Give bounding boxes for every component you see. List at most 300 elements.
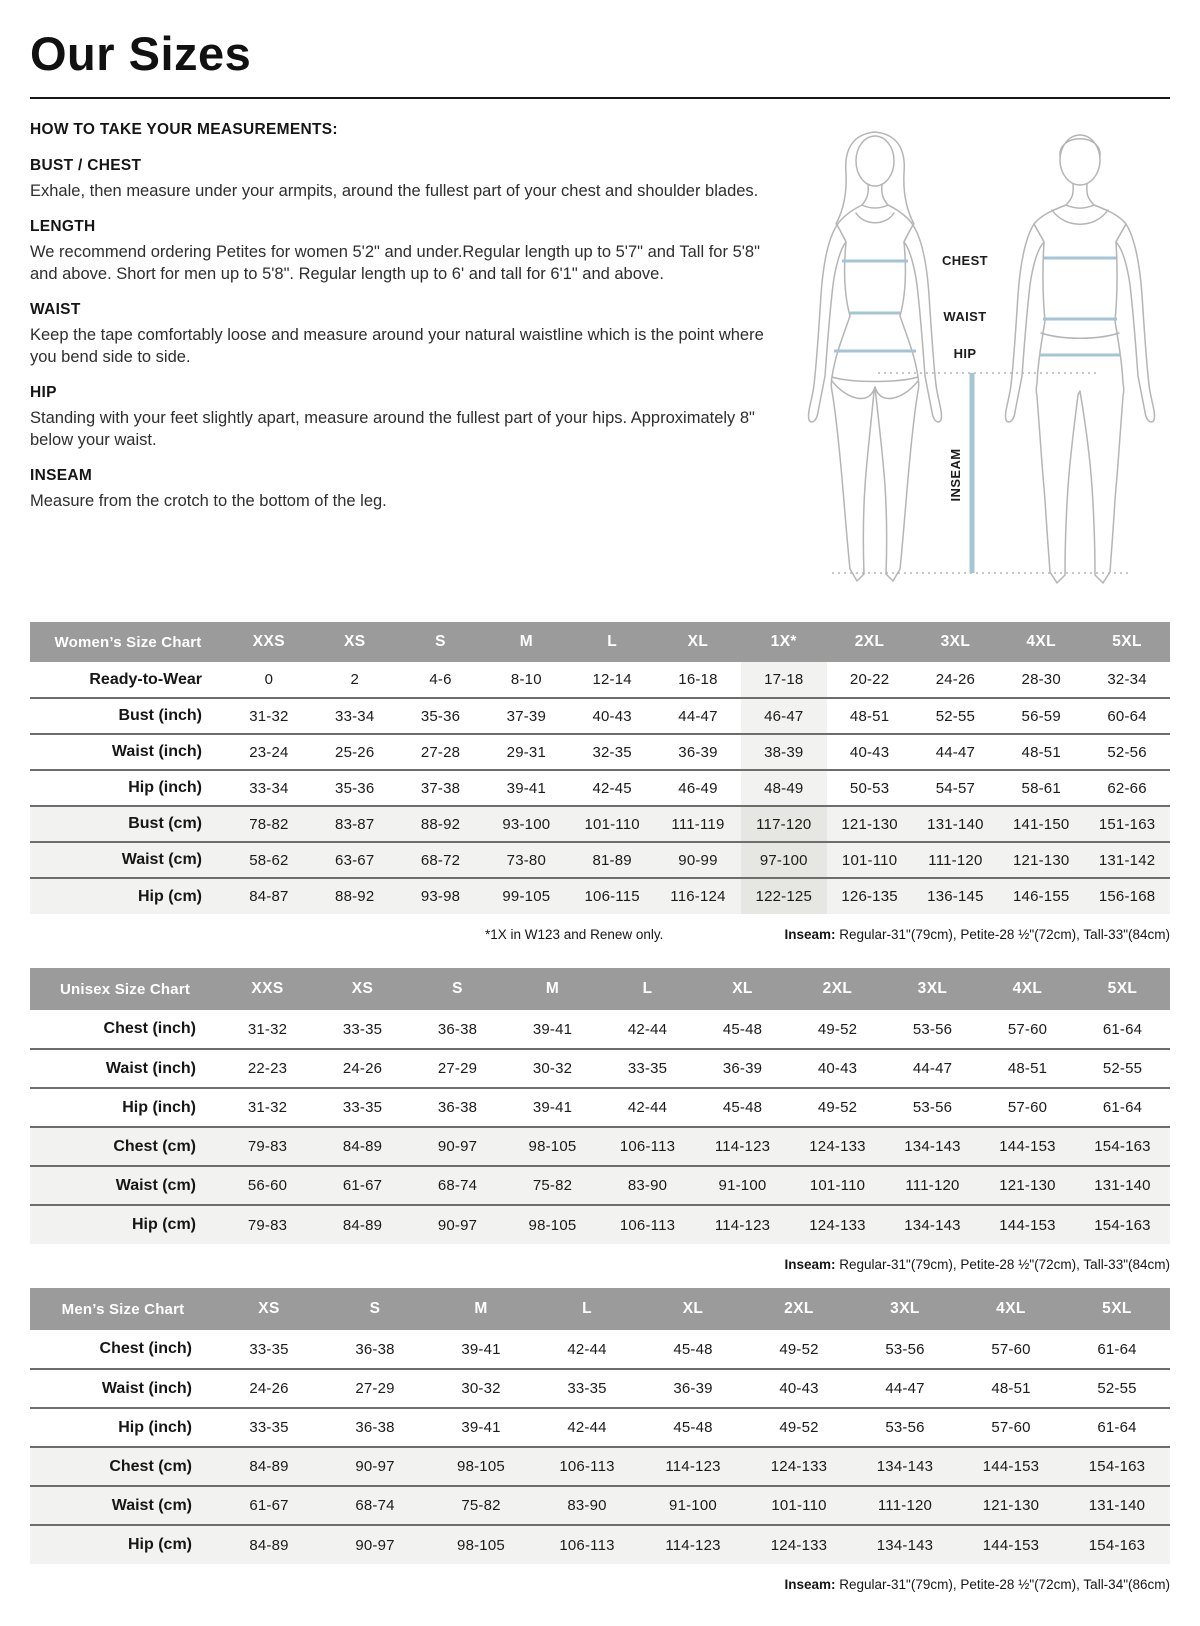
row-label: Waist (cm) [30,1486,216,1525]
column-header: 5XL [1075,968,1170,1010]
intro-section [30,119,1170,600]
size-cell: 84-89 [315,1127,410,1166]
size-cell: 30-32 [532,1060,573,1077]
size-cell: 32-34 [1107,671,1147,688]
size-cell: 61-64 [1102,1020,1143,1038]
column-header: 5XL [1064,1288,1170,1330]
row-label: Chest (inch) [103,1020,196,1037]
inseam-footnote-label: Inseam: [784,1257,836,1272]
hip-label: HIP [953,346,977,361]
size-cell: 40-43 [779,1380,819,1397]
size-cell: 60-64 [1107,707,1147,725]
size-cell: 79-83 [220,1205,315,1244]
size-cell: 88-92 [398,806,484,842]
size-cell: 101-110 [569,806,655,842]
size-cell: 57-60 [1007,1099,1048,1116]
row-label: Chest (inch) [99,1340,192,1357]
size-cell: 17-18 [741,662,827,698]
column-header: 3XL [852,1288,958,1330]
size-cell: 93-100 [483,806,569,842]
table-row [30,1408,1170,1447]
size-cell: 52-55 [1097,1380,1137,1397]
size-cell: 136-145 [913,878,999,914]
size-cell: 39-41 [532,1099,573,1116]
size-cell: 31-32 [247,1099,288,1116]
size-cell: 83-90 [600,1166,695,1205]
size-cell: 33-35 [342,1020,383,1038]
size-cell: 27-29 [355,1380,395,1397]
row-label: Hip (cm) [30,878,226,914]
size-cell: 39-41 [461,1419,501,1436]
size-cell: 75-82 [428,1486,534,1525]
size-cell: 22-23 [247,1060,288,1077]
size-cell: 114-123 [695,1127,790,1166]
size-cell: 32-35 [592,743,632,761]
size-cell: 61-64 [1097,1419,1137,1436]
size-cell: 111-120 [913,842,999,878]
womens-size-table [30,622,1170,914]
column-header: XS [216,1288,322,1330]
table-row [30,1447,1170,1486]
size-cell: 111-120 [885,1166,980,1205]
table-title: Women’s Size Chart [30,622,226,662]
size-cell: 37-38 [420,779,461,797]
size-cell: 58-62 [226,842,312,878]
size-cell: 48-51 [1007,1060,1048,1077]
section-body: We recommend ordering Petites for women 5'2" and under.Regular length up to 5'7" and Tall for 5'8" and above. Short for men up to 5'8". Regular length up to 6' and tall for 6'1" and above. [30,242,760,283]
size-cell: 45-48 [673,1340,713,1358]
size-cell: 25-26 [335,743,375,761]
size-cell: 144-153 [958,1525,1064,1564]
size-cell: 73-80 [483,842,569,878]
size-cell: 42-44 [627,1099,668,1116]
section-heading: INSEAM [30,466,93,484]
body-figures-illustration [790,125,1170,595]
row-label: Waist (cm) [30,1166,220,1205]
table-header-row [30,622,1170,662]
womens-table-footnotes [30,927,1170,942]
size-cell: 106-113 [534,1447,640,1486]
how-to-heading: HOW TO TAKE YOUR MEASUREMENTS: [30,121,338,138]
table-row [30,1369,1170,1408]
size-cell: 84-89 [216,1525,322,1564]
size-cell: 126-135 [827,878,913,914]
section-heading: BUST / CHEST [30,157,142,174]
size-cell: 44-47 [912,1060,953,1077]
column-header: XL [655,622,741,662]
section-hip [30,384,782,452]
section-inseam [30,467,782,513]
row-label: Waist (inch) [111,743,202,760]
section-body: Measure from the crotch to the bottom of the leg. [30,491,387,510]
section-waist [30,301,782,369]
inseam-footnote [784,1257,1170,1272]
size-cell: 31-32 [247,1020,288,1038]
column-header: M [483,622,569,662]
size-cell: 52-56 [1107,743,1147,761]
size-cell: 61-64 [1097,1340,1137,1358]
size-cell: 99-105 [483,878,569,914]
size-cell: 84-87 [226,878,312,914]
size-cell: 46-47 [741,698,827,734]
table-row [30,1205,1170,1244]
mens-size-chart-block [30,1288,1170,1592]
column-header: 4XL [980,968,1075,1010]
size-cell: 49-52 [817,1020,858,1038]
column-header: L [534,1288,640,1330]
size-cell: 144-153 [958,1447,1064,1486]
size-cell: 154-163 [1064,1447,1170,1486]
size-cell: 156-168 [1084,878,1170,914]
size-cell: 27-29 [437,1060,478,1077]
size-cell: 101-110 [746,1486,852,1525]
size-cell: 63-67 [312,842,398,878]
size-cell: 154-163 [1075,1205,1170,1244]
inseam-footnote-label: Inseam: [784,927,836,942]
size-cell: 98-105 [428,1447,534,1486]
unisex-size-chart-block [30,968,1170,1272]
table-row [30,1049,1170,1088]
size-cell: 117-120 [741,806,827,842]
column-header: S [398,622,484,662]
size-cell: 101-110 [827,842,913,878]
size-cell: 154-163 [1064,1525,1170,1564]
size-cell: 131-140 [1075,1166,1170,1205]
column-header: S [322,1288,428,1330]
size-cell: 36-38 [355,1340,395,1358]
row-label: Chest (cm) [30,1127,220,1166]
size-cell: 98-105 [505,1127,600,1166]
size-guide-page [0,26,1200,1592]
unisex-size-table [30,968,1170,1244]
size-cell: 36-39 [722,1060,763,1077]
size-cell: 57-60 [1007,1020,1048,1038]
section-body: Keep the tape comfortably loose and measure around your natural waistline which is the point where you bend side to side. [30,325,764,366]
size-cell: 84-89 [216,1447,322,1486]
row-label: Hip (cm) [30,1525,216,1564]
column-header: 4XL [998,622,1084,662]
size-cell: 33-35 [567,1380,607,1397]
man-neck [1066,184,1094,205]
mens-table-footnotes [30,1577,1170,1592]
size-cell: 33-34 [249,779,289,797]
size-cell: 42-44 [627,1020,668,1038]
size-cell: 33-35 [627,1060,668,1077]
size-cell: 121-130 [827,806,913,842]
column-header: 2XL [746,1288,852,1330]
page-title: Our Sizes [30,27,252,80]
column-header: 3XL [885,968,980,1010]
table-row [30,734,1170,770]
size-cell: 111-119 [655,806,741,842]
row-label: Waist (cm) [30,842,226,878]
section-heading: LENGTH [30,217,96,235]
size-cell: 121-130 [980,1166,1075,1205]
one-x-footnote: *1X in W123 and Renew only. [485,927,664,942]
size-cell: 131-140 [913,806,999,842]
size-cell: 91-100 [640,1486,746,1525]
size-cell: 48-49 [741,770,827,806]
column-header: XL [640,1288,746,1330]
inseam-footnote [784,1577,1170,1592]
inseam-footnote-text: Regular-31"(79cm), Petite-28 ½"(72cm), Tall-33"(84cm) [835,1257,1170,1272]
table-row [30,698,1170,734]
size-cell: 68-74 [410,1166,505,1205]
size-cell: 141-150 [998,806,1084,842]
size-cell: 12-14 [592,671,632,688]
size-cell: 68-74 [322,1486,428,1525]
size-cell: 61-67 [315,1166,410,1205]
size-cell: 83-90 [534,1486,640,1525]
column-header: L [569,622,655,662]
column-header: 3XL [913,622,999,662]
size-cell: 61-67 [216,1486,322,1525]
size-cell: 42-45 [592,779,632,797]
table-row [30,1166,1170,1205]
section-heading: WAIST [30,300,81,318]
chest-label: CHEST [941,253,989,268]
column-header: S [410,968,505,1010]
column-header: M [428,1288,534,1330]
column-header: 2XL [790,968,885,1010]
size-cell: 116-124 [655,878,741,914]
size-cell: 131-142 [1084,842,1170,878]
size-cell: 45-48 [673,1419,713,1436]
size-cell: 98-105 [428,1525,534,1564]
size-cell: 62-66 [1107,779,1147,797]
size-cell: 134-143 [885,1127,980,1166]
inseam-footnote-text: Regular-31"(79cm), Petite-28 ½"(72cm), Tall-33"(84cm) [835,927,1170,942]
size-cell: 40-43 [849,743,890,761]
column-header: 5XL [1084,622,1170,662]
row-label: Waist (inch) [101,1379,192,1397]
size-cell: 122-125 [741,878,827,914]
size-cell: 56-60 [220,1166,315,1205]
inseam-label: INSEAM [948,448,963,502]
size-cell: 124-133 [790,1205,885,1244]
inseam-footnote [784,927,1170,942]
size-cell: 98-105 [505,1205,600,1244]
section-body: Standing with your feet slightly apart, measure around the fullest part of your hips. Approximately 8" below your waist. [30,408,755,449]
size-cell: 31-32 [249,707,289,725]
size-cell: 124-133 [746,1447,852,1486]
row-label: Bust (cm) [30,806,226,842]
size-cell: 45-48 [722,1099,763,1116]
column-header: L [600,968,695,1010]
size-cell: 0 [264,671,274,688]
size-cell: 35-36 [420,707,461,725]
size-cell: 44-47 [885,1380,925,1397]
man-torso-legs [1034,205,1126,583]
size-cell: 24-26 [249,1380,289,1397]
size-cell: 106-115 [569,878,655,914]
size-cell: 88-92 [312,878,398,914]
table-row [30,806,1170,842]
row-label: Waist (inch) [105,1059,196,1077]
size-cell: 38-39 [741,734,827,770]
size-cell: 24-26 [935,671,976,688]
row-label: Hip (inch) [128,779,202,796]
size-cell: 36-39 [678,743,718,761]
column-header: M [505,968,600,1010]
table-row [30,1525,1170,1564]
size-cell: 56-59 [1021,707,1061,725]
woman-neck [862,184,888,205]
table-title: Men’s Size Chart [30,1288,216,1330]
size-cell: 146-155 [998,878,1084,914]
size-cell: 91-100 [695,1166,790,1205]
size-cell: 114-123 [640,1525,746,1564]
column-header: XXS [226,622,312,662]
column-header: 1X* [741,622,827,662]
size-cell: 90-97 [410,1127,505,1166]
table-header-row [30,1288,1170,1330]
row-label: Hip (inch) [122,1098,196,1116]
size-cell: 48-51 [1021,743,1061,761]
size-cell: 33-34 [335,707,375,725]
size-cell: 53-56 [912,1099,953,1116]
table-row [30,1486,1170,1525]
table-row [30,662,1170,698]
column-header: XL [695,968,790,1010]
size-cell: 83-87 [312,806,398,842]
size-cell: 40-43 [592,707,632,725]
section-heading: HIP [30,383,57,401]
size-cell: 42-44 [567,1419,607,1436]
row-label: Ready-to-Wear [89,670,202,688]
size-cell: 42-44 [567,1340,607,1358]
womens-size-chart-block [30,622,1170,942]
size-cell: 39-41 [506,779,547,797]
size-cell: 49-52 [779,1419,819,1436]
size-cell: 53-56 [912,1020,953,1038]
inseam-footnote-text: Regular-31"(79cm), Petite-28 ½"(72cm), Tall-34"(86cm) [835,1577,1170,1592]
size-cell: 16-18 [678,671,718,688]
size-cell: 33-35 [249,1340,289,1358]
table-row [30,1010,1170,1049]
row-label: Hip (cm) [30,1205,220,1244]
size-cell: 93-98 [398,878,484,914]
size-cell: 49-52 [817,1099,858,1116]
section-bust-chest [30,157,782,203]
size-cell: 46-49 [678,779,718,797]
size-cell: 81-89 [569,842,655,878]
measurement-diagram [790,125,1170,600]
size-cell: 75-82 [505,1166,600,1205]
size-cell: 36-38 [437,1020,478,1038]
size-cell: 144-153 [980,1205,1075,1244]
size-cell: 58-61 [1021,779,1061,797]
row-label: Bust (inch) [118,707,202,724]
woman-head [856,136,894,186]
table-row [30,1088,1170,1127]
size-cell: 44-47 [678,707,718,725]
size-cell: 45-48 [722,1020,763,1038]
size-cell: 37-39 [506,707,547,725]
size-cell: 90-99 [655,842,741,878]
size-cell: 36-39 [673,1380,713,1397]
title-divider [30,97,1170,99]
size-cell: 121-130 [998,842,1084,878]
row-label: Chest (cm) [30,1447,216,1486]
size-cell: 52-55 [935,707,976,725]
size-cell: 114-123 [695,1205,790,1244]
size-cell: 106-113 [534,1525,640,1564]
table-row [30,878,1170,914]
size-cell: 8-10 [510,671,542,688]
size-cell: 44-47 [935,743,976,761]
table-row [30,842,1170,878]
size-cell: 57-60 [991,1419,1031,1436]
size-cell: 68-72 [398,842,484,878]
size-cell: 36-38 [437,1099,478,1116]
size-cell: 151-163 [1084,806,1170,842]
table-row [30,770,1170,806]
size-cell: 24-26 [342,1060,383,1077]
size-cell: 54-57 [935,779,976,797]
inseam-footnote-label: Inseam: [784,1577,836,1592]
size-cell: 90-97 [410,1205,505,1244]
section-body: Exhale, then measure under your armpits, around the fullest part of your chest and shoulder blades. [30,182,759,200]
size-cell: 114-123 [640,1447,746,1486]
measurement-instructions [30,119,782,600]
column-header: XS [315,968,410,1010]
size-cell: 48-51 [991,1380,1031,1397]
size-cell: 29-31 [506,743,547,761]
size-cell: 144-153 [980,1127,1075,1166]
size-cell: 20-22 [849,671,890,688]
size-cell: 30-32 [461,1380,501,1397]
size-cell: 111-120 [852,1486,958,1525]
mens-size-table [30,1288,1170,1564]
size-cell: 90-97 [322,1447,428,1486]
size-cell: 57-60 [991,1340,1031,1358]
section-length [30,218,782,286]
size-cell: 4-6 [429,671,452,688]
size-cell: 90-97 [322,1525,428,1564]
waist-label: WAIST [943,309,987,324]
size-cell: 39-41 [532,1020,573,1038]
size-cell: 124-133 [790,1127,885,1166]
size-cell: 48-51 [849,707,890,725]
table-header-row [30,968,1170,1010]
unisex-table-footnotes [30,1257,1170,1272]
size-cell: 53-56 [885,1419,925,1436]
column-header: XXS [220,968,315,1010]
size-cell: 33-35 [249,1419,289,1436]
table-title: Unisex Size Chart [30,968,220,1010]
size-cell: 154-163 [1075,1127,1170,1166]
table-row [30,1127,1170,1166]
table-row [30,1330,1170,1369]
size-cell: 52-55 [1102,1060,1143,1077]
size-cell: 40-43 [817,1060,858,1077]
size-cell: 97-100 [741,842,827,878]
size-cell: 134-143 [885,1205,980,1244]
row-label: Hip (inch) [118,1418,192,1436]
column-header: XS [312,622,398,662]
size-cell: 50-53 [849,779,890,797]
size-cell: 61-64 [1102,1099,1143,1116]
column-header: 4XL [958,1288,1064,1330]
size-cell: 2 [350,671,359,688]
size-cell: 49-52 [779,1340,819,1358]
size-cell: 28-30 [1021,671,1061,688]
size-cell: 35-36 [335,779,375,797]
size-cell: 134-143 [852,1525,958,1564]
size-cell: 79-83 [220,1127,315,1166]
size-cell: 131-140 [1064,1486,1170,1525]
